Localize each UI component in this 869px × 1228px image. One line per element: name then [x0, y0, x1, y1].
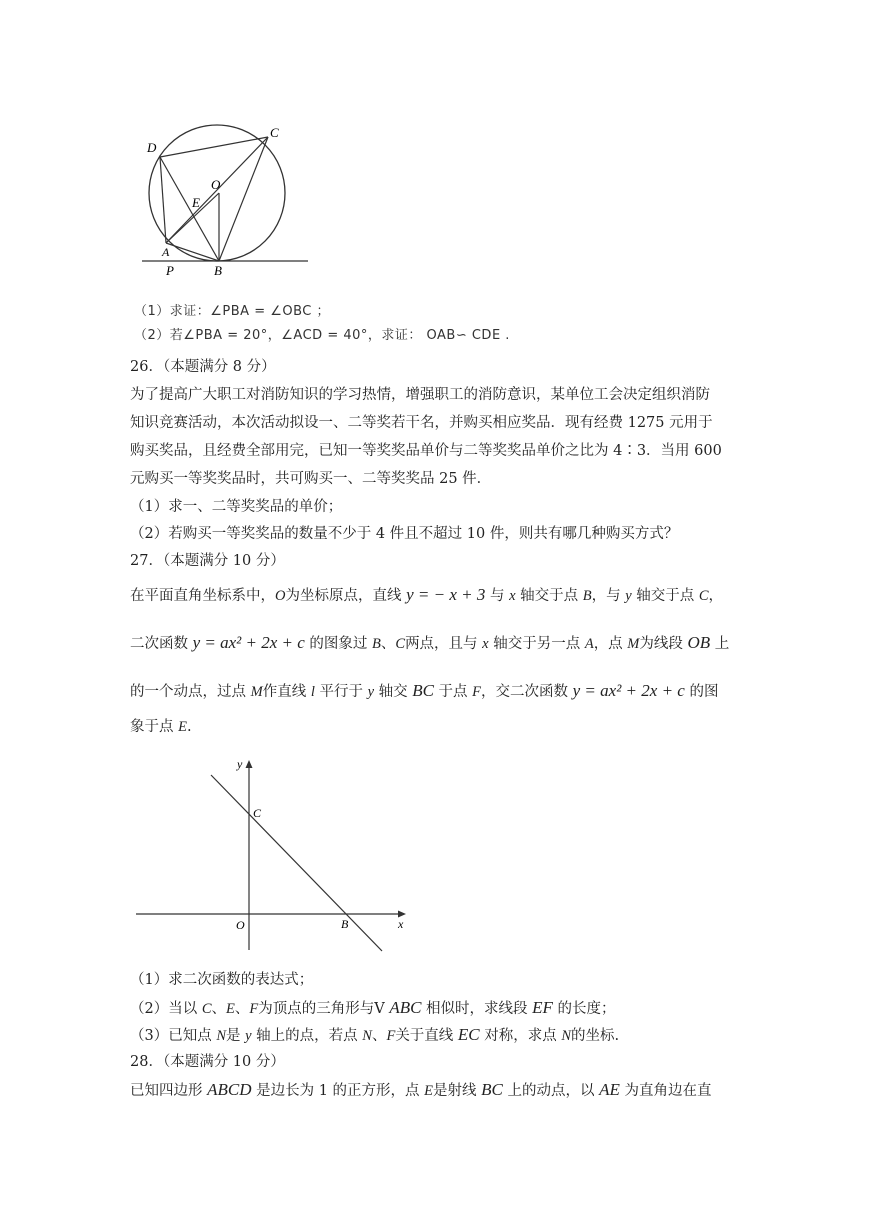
q26-body-line: 购买奖品，且经费全部用完，已知一等奖奖品单价与二等奖奖品单价之比为 4∶3．当用 600 — [130, 443, 722, 459]
segment-cb — [219, 137, 268, 261]
q26-body-line: 知识竞赛活动，本次活动拟设一、二等奖若干名，并购买相应奖品．现有经费 1275 元用于 — [130, 415, 713, 431]
label-p: P — [166, 263, 174, 278]
label-c: C — [253, 806, 262, 820]
segment-ab — [166, 243, 219, 261]
label-y: y — [237, 757, 243, 771]
q28-line1: 已知四边形 ABCD 是边长为 1 的正方形，点 E是射线 BC 上的动点，以 AE 为直角边在直 — [130, 1080, 712, 1099]
label-x: x — [398, 917, 404, 931]
q28-heading: 28．（本题满分 10 分） — [130, 1054, 285, 1070]
label-b: B — [341, 917, 349, 931]
q26-body-line: 为了提高广大职工对消防知识的学习热情，增强职工的消防意识，某单位工会决定组织消防 — [130, 387, 710, 403]
label-d: D — [147, 140, 157, 155]
q26-sub2: （2）若购买一等奖奖品的数量不少于 4 件且不超过 10 件，则共有哪几种购买方式？ — [130, 526, 679, 542]
q25-part1: （1）求证：∠PBA = ∠OBC ； — [134, 304, 331, 319]
label-o: O — [236, 918, 245, 932]
label-b: B — [214, 263, 222, 278]
q27-sub1: （1）求二次函数的表达式； — [130, 972, 314, 988]
segment-da — [160, 157, 166, 243]
y-axis-arrow — [246, 760, 253, 768]
label-o: O — [211, 177, 221, 192]
label-a: A — [162, 245, 170, 259]
q27-line1: 在平面直角坐标系中，O为坐标原点，直线 y = − x + 3 与 x 轴交于点 B，与 y 轴交于点 C， — [130, 585, 724, 604]
q27-line2: 二次函数 y = ax² + 2x + c 的图象过 B、C两点，且与 x 轴交于另一点 A，点 M为线段 OB 上 — [130, 633, 730, 652]
label-c: C — [270, 125, 279, 140]
q27-line3: 的一个动点，过点 M作直线 l 平行于 y 轴交 BC 于点 F，交二次函数 y = ax² + 2x + c 的图 — [130, 681, 719, 700]
q26-body-line: 元购买一等奖奖品时，共可购买一、二等奖奖品 25 件． — [130, 471, 492, 487]
q26-sub1: （1）求一、二等奖奖品的单价； — [130, 499, 343, 515]
q26-heading: 26．（本题满分 8 分） — [130, 359, 276, 375]
q25-part2: （2）若∠PBA = 20°，∠ACD = 40°，求证： OAB∽ CDE . — [134, 328, 510, 343]
q27-line4: 象于点 E. — [130, 719, 192, 735]
q27-sub2: （2）当以 C、E、F为顶点的三角形与V ABC 相似时，求线段 EF 的长度； — [130, 998, 616, 1017]
q27-heading: 27．（本题满分 10 分） — [130, 553, 285, 569]
coordinate-figure — [130, 755, 420, 955]
q27-sub3: （3）已知点 N是 y 轴上的点，若点 N、F关于直线 EC 对称，求点 N的坐标. — [130, 1025, 620, 1044]
label-e: E — [192, 195, 200, 210]
circle-figure — [130, 120, 330, 280]
